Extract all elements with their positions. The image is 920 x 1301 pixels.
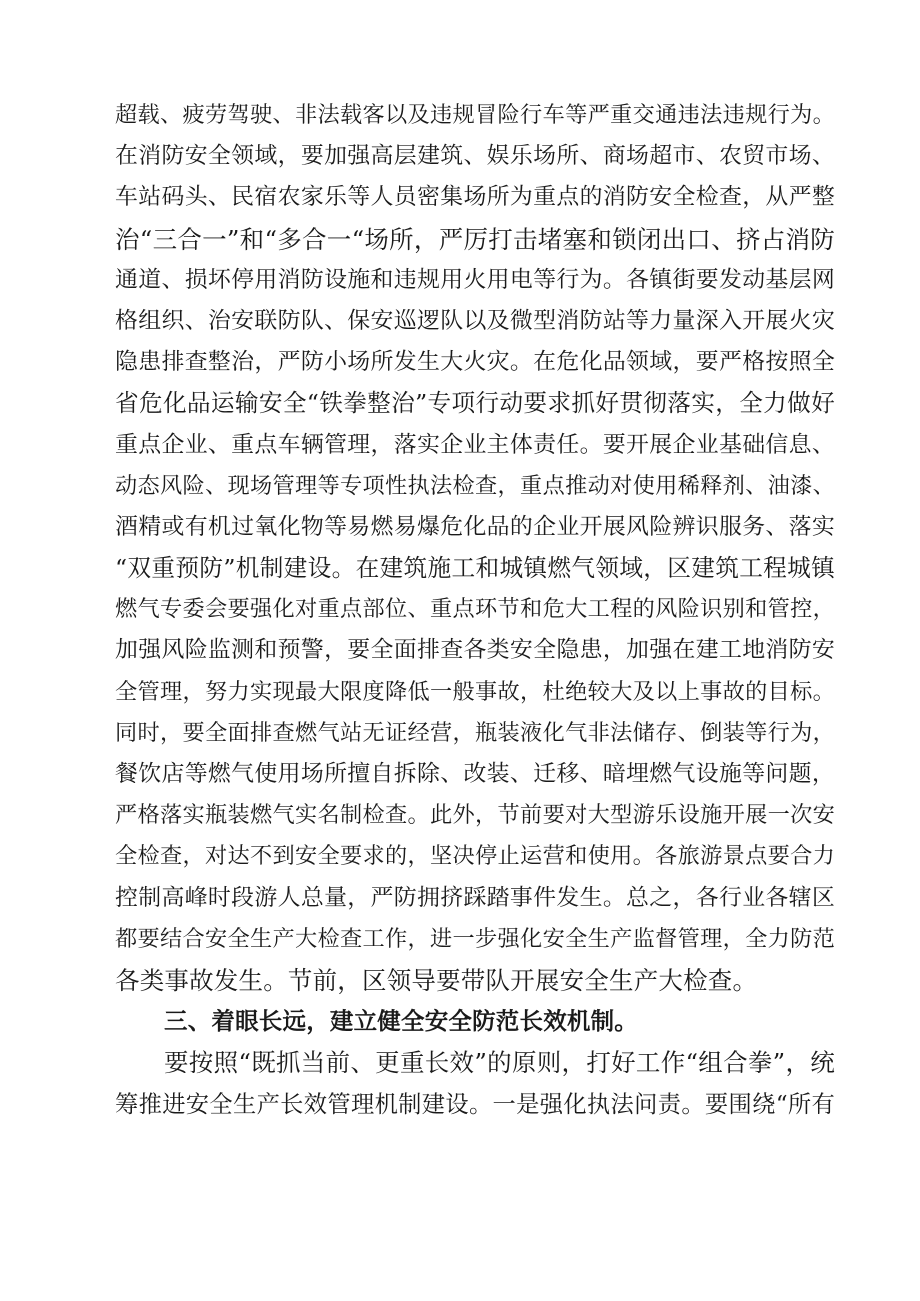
paragraph-line: “双重预防”机制建设。在建筑施工和城镇燃气领域，区建筑工程城镇 [115, 554, 835, 583]
paragraph-line: 动态风险、现场管理等专项性执法检查，重点推动对使用稀释剂、油漆、 [115, 472, 835, 499]
paragraph-line: 要按照“既抓当前、更重长效”的原则，打好工作“组合拳”，统 [164, 1048, 835, 1078]
paragraph-line: 省危化品运输安全“铁拳整治”专项行动要求抓好贯彻落实，全力做好 [115, 389, 835, 418]
paragraph-line: 隐患排查整治，严防小场所发生大火灾。在危化品领域，要严格按照全 [115, 349, 835, 376]
paragraph-line: 严格落实瓶装燃气实名制检查。此外，节前要对大型游乐设施开展一次安 [115, 802, 835, 829]
paragraph-line: 同时，要全面排查燃气站无证经营，瓶装液化气非法储存、倒装等行为， [115, 719, 835, 746]
paragraph-line: 都要结合安全生产大检查工作，进一步强化安全生产监督管理，全力防范 [115, 925, 835, 952]
paragraph-line: 餐饮店等燃气使用场所擅自拆除、改装、迁移、暗埋燃气设施等问题， [115, 761, 835, 787]
paragraph-line: 各类事故发生。节前，区领导要带队开展安全生产大检查。 [115, 965, 758, 995]
paragraph-line: 在消防安全领域，要加强高层建筑、娱乐场所、商场超市、农贸市场、 [115, 143, 835, 170]
paragraph-line: 酒精或有机过氧化物等易燃易爆危化品的企业开展风险辨识服务、落实 [115, 513, 835, 540]
paragraph-line: 燃气专委会要强化对重点部位、重点环节和危大工程的风险识别和管控， [115, 596, 835, 623]
paragraph-line: 控制高峰时段游人总量，严防拥挤踩踏事件发生。总之，各行业各辖区 [115, 884, 835, 911]
document-body [115, 95, 835, 1125]
section-heading: 三、着眼长远，建立健全安全防范长效机制。 [164, 1007, 638, 1036]
paragraph-line: 车站码头、民宿农家乐等人员密集场所为重点的消防安全检查，从严整 [115, 184, 835, 211]
paragraph-line: 通道、损坏停用消防设施和违规用火用电等行为。各镇街要发动基层网 [115, 266, 835, 293]
paragraph-line: 加强风险监测和预警，要全面排查各类安全隐患，加强在建工地消防安 [115, 637, 835, 664]
paragraph-line: 格组织、治安联防队、保安巡逻队以及微型消防站等力量深入开展火灾 [115, 307, 835, 334]
paragraph-line: 筹推进安全生产长效管理机制建设。一是强化执法问责。要围绕“所有 [115, 1090, 835, 1118]
paragraph-line: 超载、疲劳驾驶、非法载客以及违规冒险行车等严重交通违法违规行为。 [115, 102, 835, 128]
paragraph-line: 全检查，对达不到安全要求的，坚决停止运营和使用。各旅游景点要合力 [115, 843, 835, 870]
paragraph-line: 治“三合一”和“多合一“场所，严厉打击堵塞和锁闭出口、挤占消防 [115, 224, 835, 254]
paragraph-line: 重点企业、重点车辆管理，落实企业主体责任。要开展企业基础信息、 [115, 431, 835, 458]
paragraph-line: 全管理，努力实现最大限度降低一般事故，杜绝较大及以上事故的目标。 [115, 678, 835, 705]
